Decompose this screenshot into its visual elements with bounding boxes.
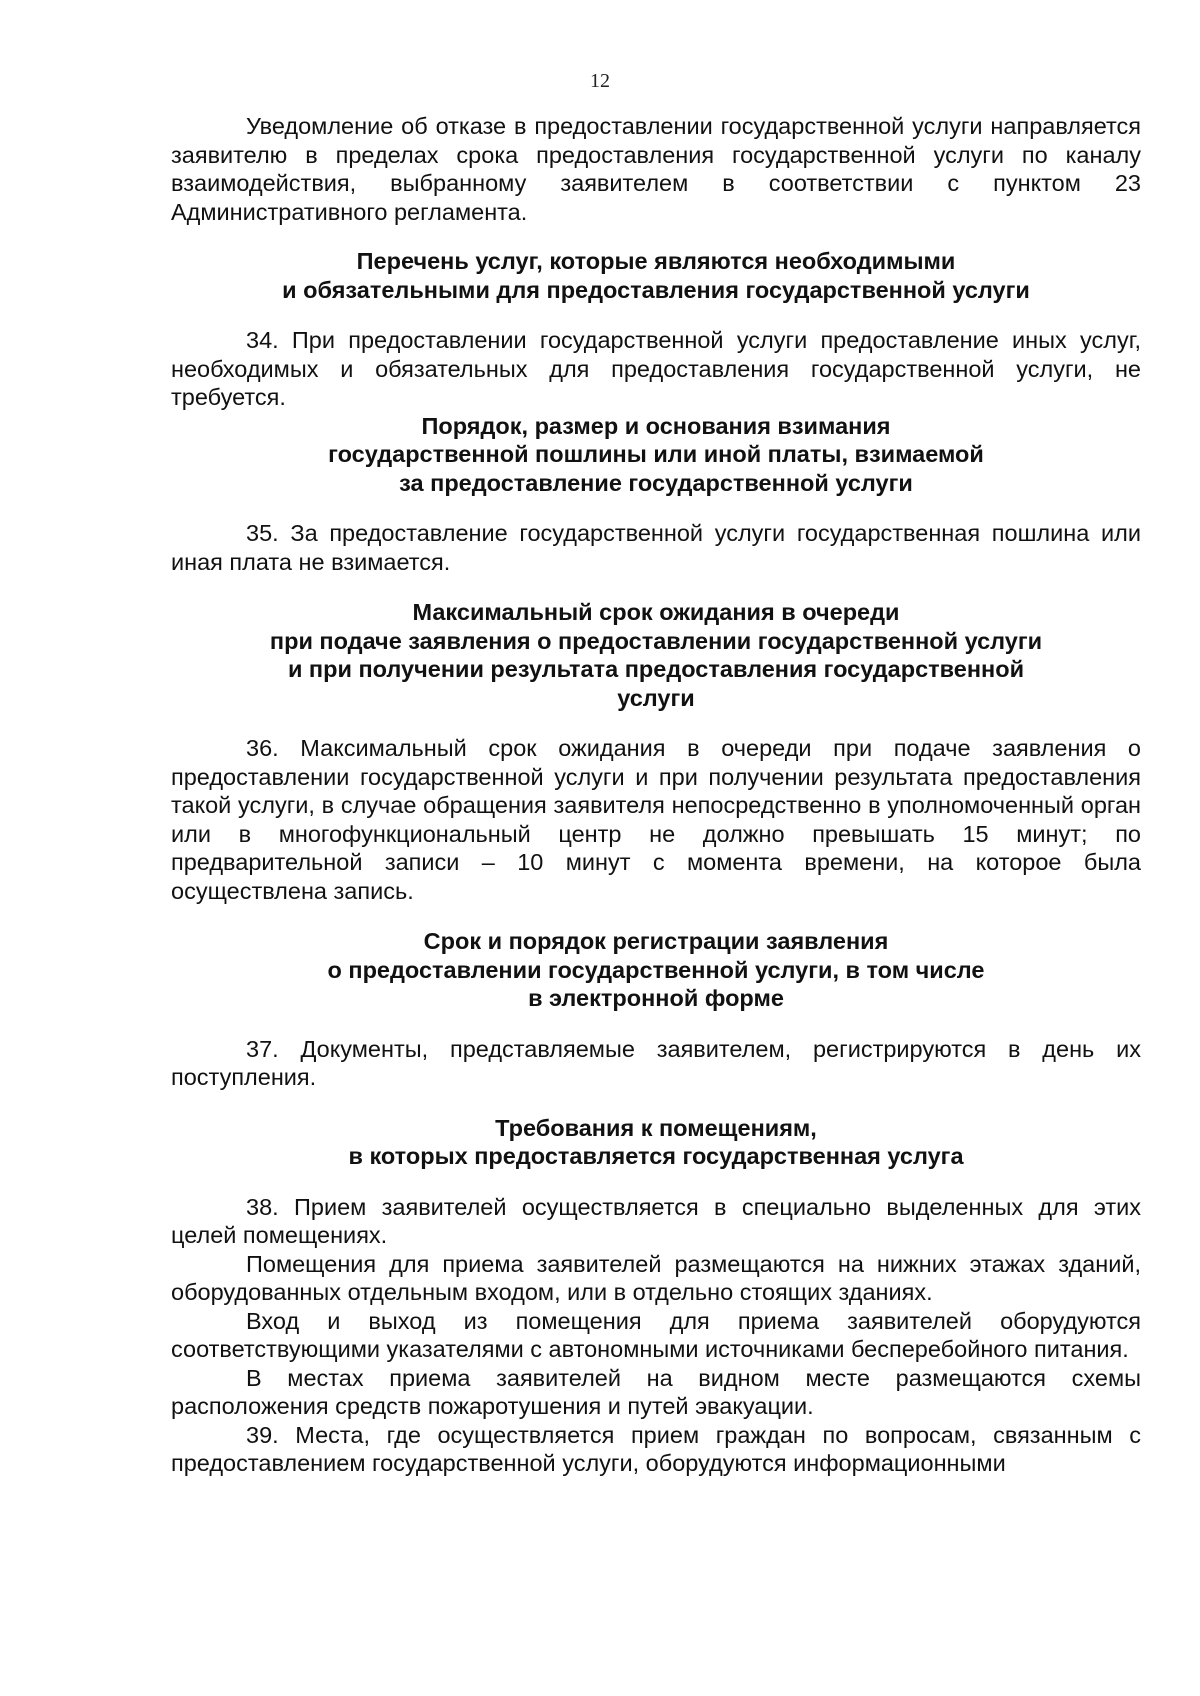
heading-line: услуги [617, 684, 695, 711]
heading-line: Порядок, размер и основания взимания [421, 412, 891, 439]
page-number: 12 [590, 70, 610, 92]
heading-line: государственной пошлины или иной платы, взимаемой [328, 441, 984, 467]
paragraph-37: 37. Документы, представляемые заявителем, регистрируются в день их поступления. [171, 1035, 1141, 1090]
heading-line: о предоставлении государственной услуги, в том числе [327, 956, 985, 983]
paragraph-38: 38. Прием заявителей осуществляется в специально выделенных для этих целей помещениях. [171, 1193, 1141, 1248]
heading-line: за предоставление государственной услуги [399, 469, 913, 496]
heading-line: и при получении результата предоставления государственной [287, 656, 1025, 682]
paragraph-34: 34. При предоставлении государственной услуги предоставление иных услуг, необходимых и обязательных для предоставления государственной услуги, не требуется. [171, 327, 1141, 410]
heading-line: Требования к помещениям, [495, 1114, 817, 1141]
heading-line: при подаче заявления о предоставлении государственной услуги [269, 627, 1043, 654]
paragraph-35: 35. За предоставление государственной услуги государственная пошлина или иная плата не взимается. [171, 520, 1141, 575]
heading-line: и обязательными для предоставления государственной услуги [282, 276, 1030, 303]
paragraph-36: 36. Максимальный срок ожидания в очереди при подаче заявления о предоставлении государственной услуги и при получении результата предоставления такой услуги, в случае обращения заявителя непосредственно в уполномоченный орган или в многофункциональный центр не должно превышать 15 минут; по предварительной записи – 10 минут с момента времени, на которое была осуществлена запись. [171, 735, 1141, 904]
section-heading-queue-time [171, 598, 1141, 712]
paragraph-38-entrance: Вход и выход из помещения для приема заявителей оборудуются соответствующими указателями с автономными источниками бесперебойного питания. [171, 1307, 1141, 1362]
section-heading-state-fee [171, 412, 1141, 498]
paragraph-refusal-notice: Уведомление об отказе в предоставлении государственной услуги направляется заявителю в пределах срока предоставления государственной услуги по каналу взаимодействия, выбранному заявителем в соответствии с пунктом 23 Административного регламента. [171, 113, 1141, 225]
section-heading-registration [171, 927, 1141, 1013]
document-body [171, 112, 1141, 1478]
heading-line: в электронной форме [528, 985, 784, 1011]
paragraph-38-evacuation: В местах приема заявителей на видном месте размещаются схемы расположения средств пожаротушения и путей эвакуации. [171, 1364, 1141, 1419]
section-heading-required-services [171, 247, 1141, 304]
heading-line: Перечень услуг, которые являются необходимыми [356, 248, 956, 274]
heading-line: в которых предоставляется государственная услуга [348, 1143, 964, 1169]
paragraph-38-premises: Помещения для приема заявителей размещаются на нижних этажах зданий, оборудованных отдельным входом, или в отдельно стоящих зданиях. [171, 1250, 1141, 1305]
heading-line: Максимальный срок ожидания в очереди [412, 599, 900, 625]
paragraph-39: 39. Места, где осуществляется прием граждан по вопросам, связанным с предоставлением государственной услуги, оборудуются информационными [171, 1421, 1141, 1476]
section-heading-premises [171, 1114, 1141, 1171]
heading-line: Срок и порядок регистрации заявления [423, 928, 889, 954]
